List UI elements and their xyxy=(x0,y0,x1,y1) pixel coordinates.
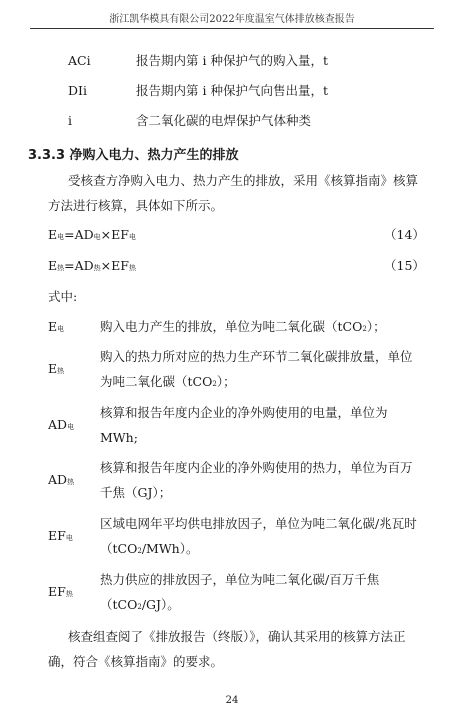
shizhong-label: 式中: xyxy=(48,289,78,304)
def-desc-dii: 报告期内第 i 种保护气向售出量，t xyxy=(136,83,328,98)
def-desc-i: 含二氧化碳的电焊保护气体种类 xyxy=(136,113,312,128)
conclusion-line-1: 核查组查阅了《排放报告（终版）》，确认其采用的核算方法正 xyxy=(68,629,406,644)
def-desc-e-re-1: 购入的热力所对应的热力生产环节二氧化碳排放量，单位 xyxy=(100,349,413,364)
def-desc-aci: 报告期内第 i 种保护气的购入量，t xyxy=(136,53,328,68)
section-number: 3.3.3 xyxy=(28,148,66,163)
def-symbol-ad-dian: AD电 xyxy=(48,417,75,432)
def-symbol-dii: DIi xyxy=(68,83,87,98)
def-symbol-e-dian: E电 xyxy=(48,319,65,334)
intro-line-2: 方法进行核算，具体如下所示。 xyxy=(48,198,224,213)
def-symbol-ef-re: EF热 xyxy=(48,584,73,599)
section-title: 净购入电力、热力产生的排放 xyxy=(69,148,239,163)
def-desc-ad-dian-2: MWh; xyxy=(100,430,138,445)
def-desc-ad-re-1: 核算和报告年度内企业的净外购使用的热力，单位为百万 xyxy=(100,460,413,475)
def-symbol-aci: ACi xyxy=(68,53,91,68)
def-symbol-e-re: E热 xyxy=(48,361,65,376)
def-desc-ef-re-2: （tCO2/GJ）。 xyxy=(100,597,180,612)
def-desc-ef-re-1: 热力供应的排放因子，单位为吨二氧化碳/百万千焦 xyxy=(100,572,380,587)
def-symbol-i: i xyxy=(68,113,72,128)
section-heading xyxy=(28,144,239,163)
page-header: 浙江凯华模具有限公司2022年度温室气体排放核查报告 xyxy=(30,10,434,29)
formula-14-number: （14） xyxy=(384,227,425,242)
def-desc-ad-dian-1: 核算和报告年度内企业的净外购使用的电量，单位为 xyxy=(100,405,388,420)
formula-15-number: （15） xyxy=(384,258,425,273)
def-desc-ef-dian-2: （tCO2/MWh）。 xyxy=(100,541,199,556)
def-symbol-ad-re: AD热 xyxy=(48,472,75,487)
def-desc-e-dian: 购入电力产生的排放，单位为吨二氧化碳（tCO2）； xyxy=(100,319,386,334)
def-desc-ef-dian-1: 区域电网年平均供电排放因子，单位为吨二氧化碳/兆瓦时 xyxy=(100,516,417,531)
def-symbol-ef-dian: EF电 xyxy=(48,528,73,543)
formula-14: E电=AD电×EF电 xyxy=(48,227,136,242)
def-desc-ad-re-2: 千焦（GJ）； xyxy=(100,485,172,500)
page-number: 24 xyxy=(225,695,239,706)
def-desc-e-re-2: 为吨二氧化碳（tCO2）； xyxy=(100,374,236,389)
intro-line-1: 受核查方净购入电力、热力产生的排放，采用《核算指南》核算 xyxy=(68,173,419,188)
conclusion-line-2: 确，符合《核算指南》的要求。 xyxy=(48,654,224,669)
formula-15: E热=AD热×EF热 xyxy=(48,258,136,273)
